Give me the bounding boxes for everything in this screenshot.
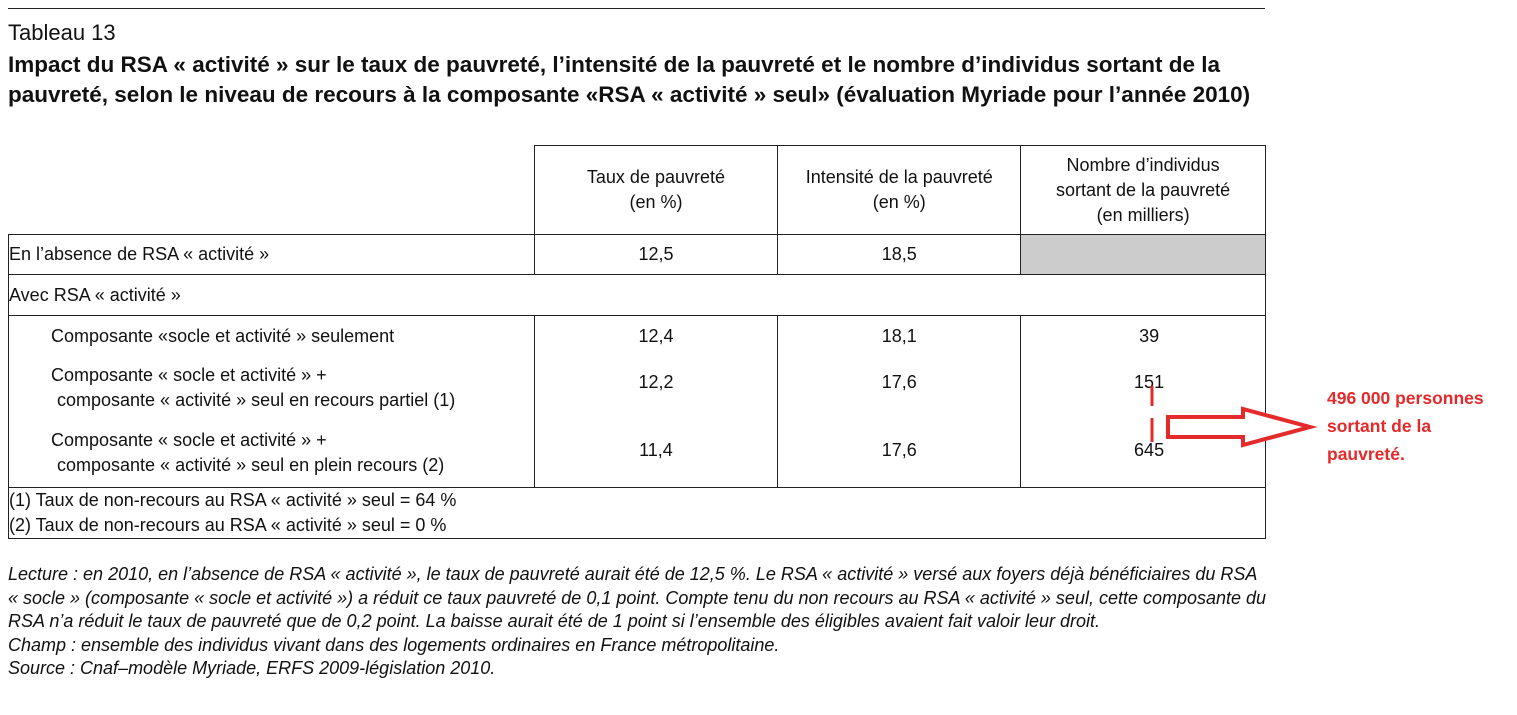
row-socle-nombre: 39 xyxy=(1139,326,1160,346)
row-plein-intensite: 17,6 xyxy=(881,440,917,460)
col-header-nombre xyxy=(1021,146,1266,235)
row-partiel-intensite: 17,6 xyxy=(881,372,917,392)
row-plein-label xyxy=(9,428,534,480)
empty-corner-cell xyxy=(9,146,535,235)
col-header-taux-line2: (en %) xyxy=(629,192,683,212)
table-caption xyxy=(8,563,1268,681)
annotation-line-1: 496 000 personnes xyxy=(1327,388,1484,408)
row-partiel-label-line2: composante « activité » seul en recours partiel (1) xyxy=(57,390,456,410)
data-table xyxy=(8,145,1266,539)
row-partiel-label-line1: Composante « socle et activité » + xyxy=(51,365,327,385)
col-header-intensite xyxy=(778,146,1021,235)
table-row-avec xyxy=(9,275,1266,316)
row-socle-taux: 12,4 xyxy=(638,326,674,346)
group-intensite-cell xyxy=(778,316,1021,488)
group-taux-cell xyxy=(534,316,778,488)
note-2: (2) Taux de non-recours au RSA « activité » seul = 0 % xyxy=(9,515,447,535)
table-title: Impact du RSA « activité » sur le taux de pauvreté, l’intensité de la pauvreté et le nombre d’individus sortant de la pauvreté, selon le niveau de recours à la composante «RSA « activité » seul» (évaluation Myriade pour l’année 2010) xyxy=(8,52,1251,107)
caption-champ: Champ : ensemble des individus vivant dans des logements ordinaires en France métropolitaine. xyxy=(8,634,780,655)
annotation-line-2: sortant de la xyxy=(1327,416,1432,436)
table-label: Tableau 13 xyxy=(8,20,116,45)
notes-row xyxy=(9,488,1266,539)
annotation-text xyxy=(1327,384,1517,468)
col-header-nombre-line3: (en milliers) xyxy=(1096,204,1190,225)
arrow-body xyxy=(1168,409,1310,445)
col-header-nombre-line2: sortant de la pauvreté xyxy=(1056,179,1231,200)
group-labels-cell xyxy=(9,316,535,488)
col-header-intensite-line1: Intensité de la pauvreté xyxy=(805,167,993,187)
row-avec-label: Avec RSA « activité » xyxy=(9,275,1266,316)
row-absence-taux: 12,5 xyxy=(534,235,778,275)
row-partiel-nombre: 151 xyxy=(1134,372,1165,392)
col-header-nombre-line1: Nombre d’individus xyxy=(1066,154,1220,175)
row-plein-nombre: 645 xyxy=(1134,440,1165,460)
col-header-intensite-line2: (en %) xyxy=(872,192,926,212)
row-plein-label-line2: composante « activité » seul en plein recours (2) xyxy=(57,455,445,475)
row-partiel-label xyxy=(9,363,534,428)
note-1: (1) Taux de non-recours au RSA « activité » seul = 64 % xyxy=(9,490,457,510)
notes-cell xyxy=(9,488,1266,539)
table-row-group xyxy=(9,316,1266,488)
row-socle-label: Composante «socle et activité » seulement xyxy=(51,326,395,346)
table-row-absence xyxy=(9,235,1266,275)
top-rule xyxy=(8,8,1265,9)
right-arrow-icon xyxy=(1140,380,1325,480)
col-header-taux xyxy=(534,146,778,235)
row-absence-label: En l’absence de RSA « activité » xyxy=(9,235,535,275)
annotation-line-3: pauvreté. xyxy=(1327,444,1405,464)
row-socle-intensite: 18,1 xyxy=(881,326,917,346)
row-plein-label-line1: Composante « socle et activité » + xyxy=(51,430,327,450)
caption-lecture: Lecture : en 2010, en l’absence de RSA « activité », le taux de pauvreté aurait été de 12,5 %. Le RSA « activité » versé aux foyers déjà bénéficiaires du RSA « socle » (composante « socle et activité ») a réduit ce taux pauvreté de 0,1 point. Compte tenu du non recours au RSA « activité » seul, cette composante du RSA n’a réduit le taux de pauvreté que de 0,2 point. La baisse aurait été de 1 point si l’ensemble des éligibles avaient fait valoir leur droit. xyxy=(8,564,1267,631)
row-absence-intensite: 18,5 xyxy=(778,235,1021,275)
row-partiel-taux: 12,2 xyxy=(638,372,674,392)
caption-source: Source : Cnaf–modèle Myriade, ERFS 2009-législation 2010. xyxy=(8,658,496,678)
row-plein-taux: 11,4 xyxy=(639,440,673,460)
header-row xyxy=(9,146,1266,235)
col-header-taux-line1: Taux de pauvreté xyxy=(586,167,725,187)
row-absence-nombre-empty xyxy=(1021,235,1266,275)
